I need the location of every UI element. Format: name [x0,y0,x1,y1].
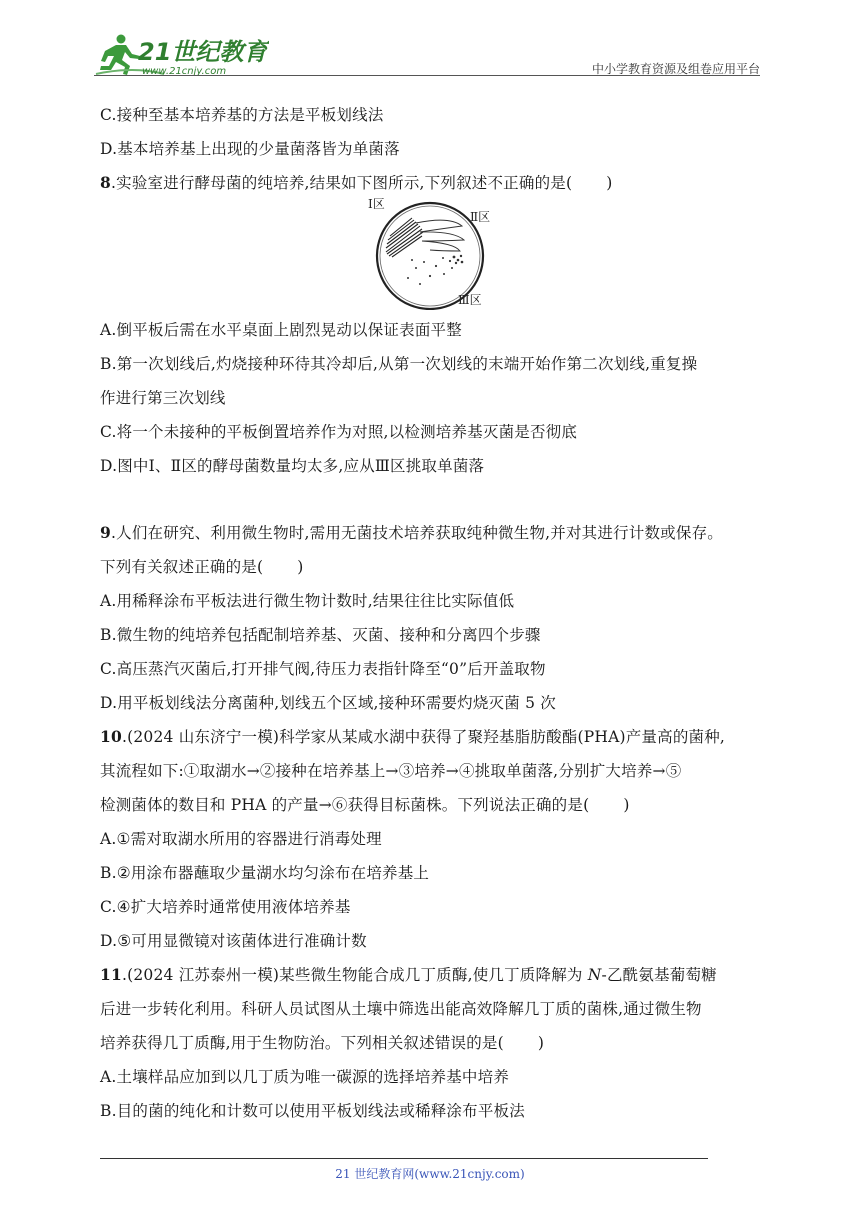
q11-stem-line2: 后进一步转化利用。科研人员试图从土壤中筛选出能高效降解几丁质的菌株,通过微生物 [100,1000,702,1018]
zone-1-label: Ⅰ区 [368,197,385,211]
q9-number: 9 [100,523,111,542]
q9-paren-close: ) [297,558,304,576]
q10-paren-close: ) [623,796,630,814]
header-divider [94,75,760,76]
q9-stem-line2 [100,557,304,577]
q8-option-b-line1: B.第一次划线后,灼烧接种环待其冷却后,从第一次划线的末端开始作第二次划线,重复操 [100,355,698,373]
q11-text-1b: -乙酰氨基葡萄糖 [601,966,717,984]
q8-option-a: A.倒平板后需在水平桌面上剧烈晃动以保证表面平整 [100,321,462,339]
q11-stem-line1 [100,965,717,985]
q9-option-c: C.高压蒸汽灭菌后,打开排气阀,待压力表指针降至“0”后开盖取物 [100,660,546,678]
zone-3-label: Ⅲ区 [458,293,482,307]
q8-text: .实验室进行酵母菌的纯培养,结果如下图所示,下列叙述不正确的是( [111,174,573,192]
footer-link[interactable]: 21 世纪教育网(www.21cnjy.com) [335,1167,525,1181]
q9-text-2: 下列有关叙述正确的是( [100,558,264,576]
q11-text-3: 培养获得几丁质酶,用于生物防治。下列相关叙述错误的是( [100,1034,504,1052]
zone-2-streaks [416,220,464,251]
platform-title: 中小学教育资源及组卷应用平台 [591,62,760,76]
q11-option-a: A.土壤样品应加到以几丁质为唯一碳源的选择培养基中培养 [100,1068,510,1086]
page-header [94,30,760,80]
q10-stem-line2: 其流程如下:①取湖水→②接种在培养基上→③培养→④挑取单菌落,分别扩大培养→⑤ [100,762,682,780]
zone-3-colonies [407,255,463,285]
q10-number: 10 [100,727,122,746]
q9-option-b: B.微生物的纯培养包括配制培养基、灭菌、接种和分离四个步骤 [100,626,541,644]
q9-text-1: .人们在研究、利用微生物时,需用无菌技术培养获取纯种微生物,并对其进行计数或保存。 [111,524,723,542]
q10-option-b: B.②用涂布器蘸取少量湖水均匀涂布在培养基上 [100,864,430,882]
q8-option-c: C.将一个未接种的平板倒置培养作为对照,以检测培养基灭菌是否彻底 [100,423,578,441]
logo-url-text: www.21cnjy.com [142,66,227,77]
q10-option-d: D.⑤可用显微镜对该菌体进行准确计数 [100,932,367,950]
site-logo [94,30,269,78]
zone-2-label: Ⅱ区 [470,210,491,224]
q11-text-1a: .(2024 江苏泰州一模)某些微生物能合成几丁质酶,使几丁质降解为 [121,966,588,984]
q10-stem-line1 [100,727,725,747]
q8-option-b-line2: 作进行第三次划线 [100,389,226,407]
q9-option-a: A.用稀释涂布平板法进行微生物计数时,结果往往比实际值低 [100,592,515,610]
q8-stem [100,173,612,193]
q9-option-d: D.用平板划线法分离菌种,划线五个区域,接种环需要灼烧灭菌 5 次 [100,694,556,712]
logo-main-text: 21世纪教育 [138,38,268,66]
q11-number: 11 [100,965,122,984]
q8-option-d: D.图中Ⅰ、Ⅱ区的酵母菌数量均太多,应从Ⅲ区挑取单菌落 [100,457,485,475]
q10-text-1: .(2024 山东济宁一模)科学家从某咸水湖中获得了聚羟基脂肪酸酯(PHA)产量高的菌种, [121,728,726,746]
q10-stem-line3 [100,795,630,815]
q8-number: 8 [100,173,111,192]
q10-text-3: 检测菌体的数目和 PHA 的产量→⑥获得目标菌株。下列说法正确的是( [100,796,590,814]
q11-paren-close: ) [537,1034,545,1052]
q10-option-c: C.④扩大培养时通常使用液体培养基 [100,898,351,916]
q10-option-a: A.①需对取湖水所用的容器进行消毒处理 [100,830,382,848]
petri-dish-figure [350,196,510,310]
q11-stem-line3 [100,1033,544,1053]
q11-option-b: B.目的菌的纯化和计数可以使用平板划线法或稀释涂布平板法 [100,1102,525,1120]
q11-text-1-italic: N [587,966,602,984]
footer-divider [100,1158,708,1159]
q8-paren-close: ) [606,174,613,192]
q7-option-c: C.接种至基本培养基的方法是平板划线法 [100,106,384,124]
q7-option-d: D.基本培养基上出现的少量菌落皆为单菌落 [100,140,400,158]
q9-stem-line1 [100,523,723,543]
